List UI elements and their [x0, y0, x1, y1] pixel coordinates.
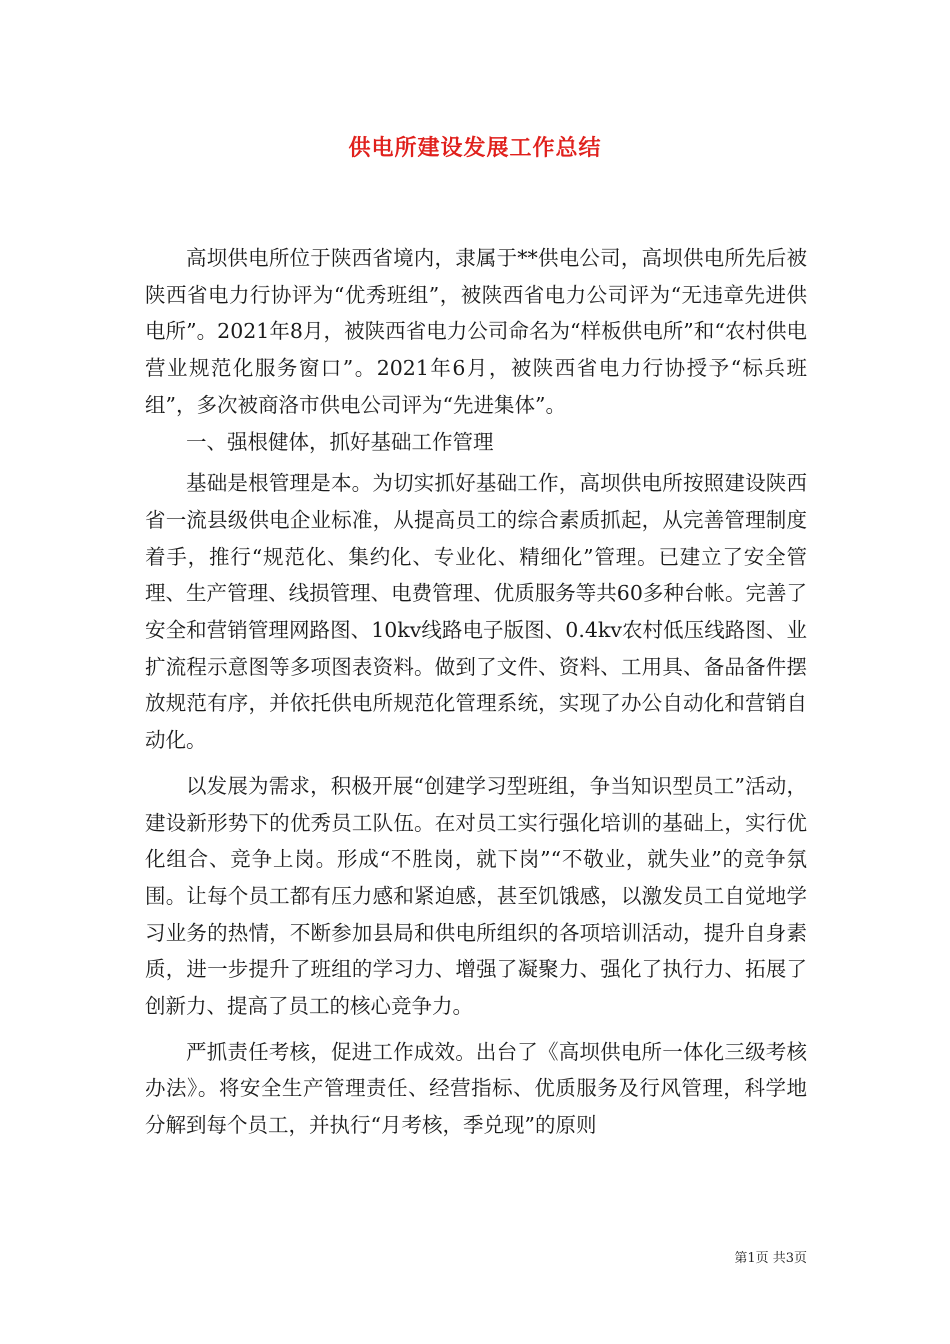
paragraph-learning: 以发展为需求，积极开展“创建学习型班组，争当知识型员工”活动，建设新形势下的优秀员工队伍。在对员工实行强化培训的基础上，实行优化组合、竞争上岗。形成“不胜岗，就下岗”“不敬业，就失业”的竞争氛围。让每个员工都有压力感和紧迫感，甚至饥饿感，以激发员工自觉地学习业务的热情，不断参加县局和供电所组织的各项培训活动，提升自身素质，进一步提升了班组的学习力、增强了凝聚力、强化了执行力、拓展了创新力、提高了员工的核心竞争力。 — [145, 773, 807, 1019]
section-heading-1: 一、强根健体，抓好基础工作管理 — [186, 429, 494, 454]
document-title: 供电所建设发展工作总结 — [348, 135, 602, 161]
page-number: 第1页 共3页 — [734, 1251, 807, 1266]
paragraph-foundation: 基础是根管理是本。为切实抓好基础工作，高坝供电所按照建设陕西省一流县级供电企业标准，从提高员工的综合素质抓起，从完善管理制度着手，推行“规范化、集约化、专业化、精细化”管理。已建立了安全管理、生产管理、线损管理、电费管理、优质服务等共60多种台帐。完善了安全和营销管理网路图、10kv线路电子版图、0.4kv农村低压线路图、业扩流程示意图等多项图表资料。做到了文件、资料、工用具、备品备件摆放规范有序，并依托供电所规范化管理系统，实现了办公自动化和营销自动化。 — [145, 471, 807, 753]
document-body — [145, 240, 807, 1144]
paragraph-intro: 高坝供电所位于陕西省境内，隶属于**供电公司，高坝供电所先后被陕西省电力行协评为“优秀班组”，被陕西省电力公司评为“无违章先进供电所”。2021年8月，被陕西省电力公司命名为“样板供电所”和“农村供电营业规范化服务窗口”。2021年6月，被陕西省电力行协授予“标兵班组”，多次被商洛市供电公司评为“先进集体”。 — [145, 246, 807, 417]
paragraph-assessment: 严抓责任考核，促进工作成效。出台了《高坝供电所一体化三级考核办法》。将安全生产管理责任、经营指标、优质服务及行风管理，科学地分解到每个员工，并执行“月考核，季兑现”的原则 — [145, 1039, 807, 1138]
